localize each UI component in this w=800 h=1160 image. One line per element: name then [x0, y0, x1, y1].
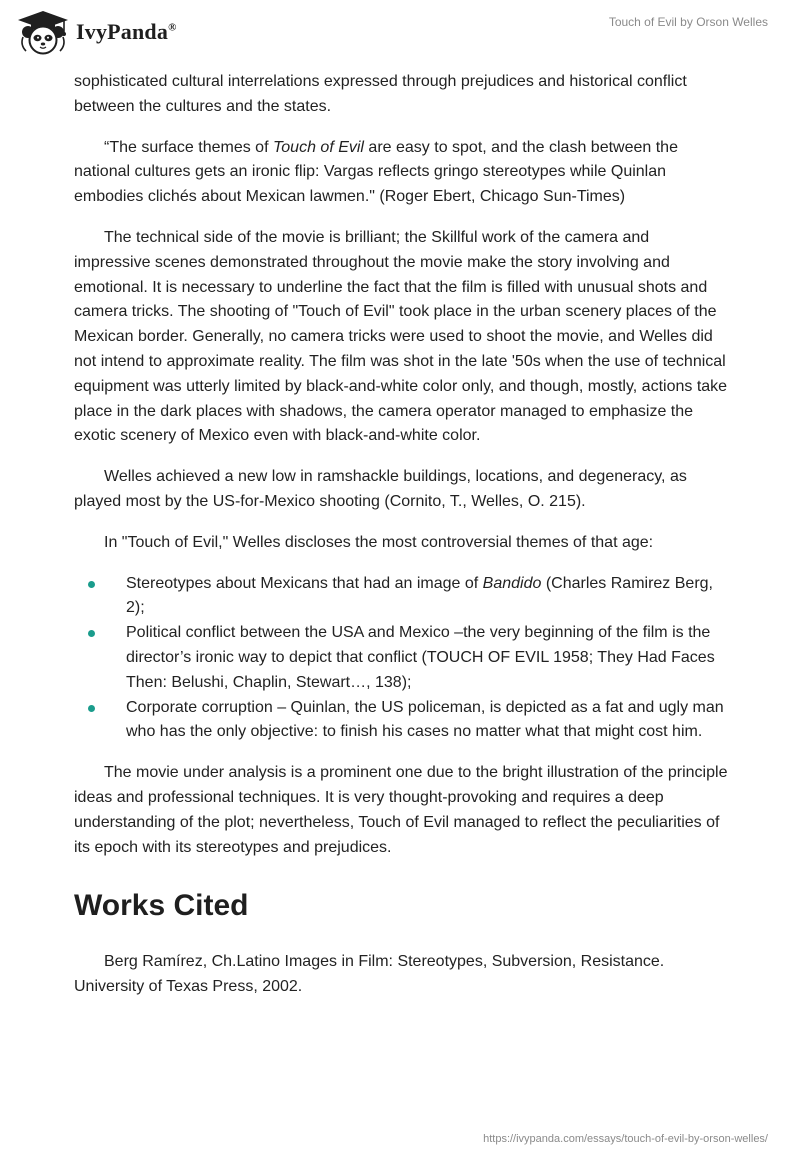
bullet-dot-icon: [88, 705, 95, 712]
ivypanda-logo[interactable]: [14, 9, 177, 55]
list-item: Stereotypes about Mexicans that had an image of Bandido (Charles Ramirez Berg, 2);: [74, 572, 728, 622]
paragraph-ramshackle: Welles achieved a new low in ramshackle buildings, locations, and degeneracy, as played most by the US-for-Mexico shooting (Cornito, T., Welles, O. 215).: [74, 468, 687, 510]
source-url[interactable]: https://ivypanda.com/essays/touch-of-evil-by-orson-welles/: [483, 1133, 768, 1145]
paragraph-technical: The technical side of the movie is brilliant; the Skillful work of the camera and impressive scenes demonstrated throughout the movie make the story involving and emotional. It is necessary to underline the fact that the film is filled with unusual shots and camera tricks. The shooting of "Touch of Evil" took place in the urban scenery places of the Mexican border. Generally, no camera tricks were used to shoot the movie, and Welles did not intend to approximate reality. The film was shot in the late '50s when the use of technical equipment was utterly limited by black-and-white color only, and though, mostly, actions take place in the dark places with shadows, the camera operator managed to emphasize the exotic scenery of Mexico even with black-and-white color.: [74, 228, 728, 445]
themes-list: [74, 572, 728, 746]
film-title-italic: Touch of Evil: [272, 138, 364, 156]
bullet-dot-icon: [88, 581, 95, 588]
list-item: Corporate corruption – Quinlan, the US policeman, is depicted as a fat and ugly man who has the only objective: to finish his cases no matter what that might cost him.: [74, 696, 728, 746]
paragraph-conclusion: The movie under analysis is a prominent one due to the bright illustration of the principle ideas and professional techniques. It is very thought-provoking and requires a deep understanding of the plot; nevertheless, Touch of Evil managed to reflect the peculiarities of its epoch with its stereotypes and prejudices.: [74, 764, 728, 856]
brand-name: IvyPanda®: [76, 19, 177, 44]
citation-entry: Berg Ramírez, Ch.Latino Images in Film: Stereotypes, Subversion, Resistance. University of Texas Press, 2002.: [74, 953, 665, 996]
paragraph-continued: sophisticated cultural interrelations expressed through prejudices and historical conflict between the cultures and the states.: [74, 73, 687, 115]
list-item: Political conflict between the USA and Mexico –the very beginning of the film is the director’s ironic way to depict that conflict (TOUCH OF EVIL 1958; They Had Faces Then: Belushi, Chaplin, Stewart…, 138);: [74, 621, 728, 695]
page-header: [0, 0, 800, 70]
works-cited-heading: Works Cited: [74, 889, 249, 923]
paragraph-quote: “The surface themes of Touch of Evil are easy to spot, and the clash between the national cultures gets an ironic flip: Vargas reflects gringo stereotypes while Quinlan embodies clichés about Mexican lawmen." (Roger Ebert, Chicago Sun-Times): [74, 138, 678, 206]
paragraph-themes-intro: In "Touch of Evil," Welles discloses the most controversial themes of that age:: [104, 533, 654, 551]
panda-graduate-icon: [14, 9, 72, 55]
document-title: Touch of Evil by Orson Welles: [608, 15, 768, 29]
bullet-dot-icon: [88, 630, 95, 637]
essay-body: [74, 70, 728, 1016]
